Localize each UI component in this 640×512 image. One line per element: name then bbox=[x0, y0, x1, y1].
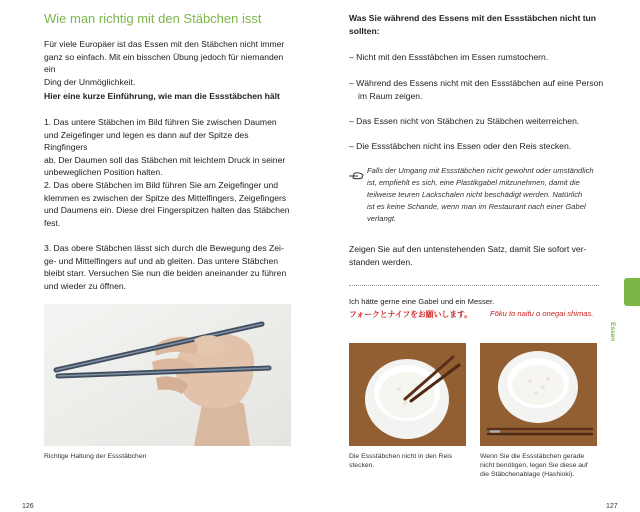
tip-line: teilweise teuren Lackschalen nicht beschädigt werden. Natürlich bbox=[367, 190, 583, 199]
step-line: 2. Das obere Stäbchen im Bild führen Sie am Zeigefinger und bbox=[44, 180, 279, 190]
intro-line: ganz so einfach. Mit ein bisschen Übung jedoch für niemanden ein bbox=[44, 51, 284, 75]
photo-caption: Richtige Haltung der Essstäbchen bbox=[44, 453, 147, 460]
rice-bowl-hashioki-photo bbox=[480, 343, 597, 446]
rule-item-continuation: im Raum zeigen. bbox=[358, 91, 423, 101]
heading-line: Was Sie während des Essens mit den Essstäbchen nicht tun bbox=[349, 13, 597, 23]
tip-line: Falls der Umgang mit Essstäbchen nicht gewohnt oder umständlich bbox=[367, 166, 594, 175]
phrase-japanese: フォークとナイフをお願いします。 bbox=[349, 310, 472, 319]
section-side-tab bbox=[624, 278, 640, 306]
intro-line: Ding der Unmöglichkeit. bbox=[44, 76, 136, 87]
chopstick-grip-photo bbox=[44, 304, 291, 446]
caption-line: Die Essstäbchen nicht in den Reis bbox=[349, 453, 453, 460]
step-line: und wieder zu öffnen. bbox=[44, 280, 127, 291]
rule-item: – Die Essstäbchen nicht ins Essen oder den Reis stecken. bbox=[349, 141, 572, 151]
show-sentence-paragraph bbox=[349, 243, 599, 268]
step-line: bleibt starr. Versuchen Sie nun die beiden aneinander zu führen bbox=[44, 268, 287, 279]
phrase-german: Ich hätte gerne eine Gabel und ein Messer. bbox=[349, 297, 495, 306]
hand-with-chopsticks-illustration bbox=[44, 304, 291, 446]
rule-item: – Während des Essens nicht mit den Essstäbchen auf eine Person bbox=[349, 78, 604, 88]
step-line: 1. Das untere Stäbchen im Bild führen Sie zwischen Daumen bbox=[44, 117, 277, 127]
step-2-paragraph bbox=[44, 179, 294, 229]
pointing-hand-icon bbox=[348, 168, 364, 178]
caption-line: die Stäbchenablage (Hashioki). bbox=[480, 471, 575, 479]
dont-list-heading bbox=[349, 12, 609, 37]
photo-caption-left bbox=[349, 452, 466, 470]
caption-line: stecken. bbox=[349, 462, 375, 470]
tip-line: ist es keine Schande, wenn man im Restaurant nach einer Gabel bbox=[367, 202, 586, 211]
step-line: ab. Der Daumen soll das Stäbchen mit leichtem Druck in seiner bbox=[44, 154, 286, 165]
caption-line: Wenn Sie die Essstäbchen gerade bbox=[480, 453, 585, 460]
tip-note bbox=[367, 165, 599, 225]
step-line: fest. bbox=[44, 217, 61, 228]
step-1-paragraph bbox=[44, 116, 294, 179]
sentence-intro-line: standen werden. bbox=[349, 256, 413, 267]
step-line: und Daumens ein. Diese drei Fingerspitzen halten das Stäbchen bbox=[44, 205, 290, 216]
step-line: 3. Das obere Stäbchen lässt sich durch die Bewegung des Zei- bbox=[44, 243, 284, 253]
step-line: und Zeigefinger und legen es dann auf der Spitze des Ringfingers bbox=[44, 129, 249, 153]
phrase-romaji: Fōku to naifu o onegai shimas. bbox=[490, 309, 594, 318]
tip-line: ist, empfiehlt es sich, eine Plastikgabel mitzunehmen, damit die bbox=[367, 178, 580, 187]
intro-paragraph bbox=[44, 38, 294, 88]
page-number-left: 126 bbox=[22, 503, 34, 510]
page-number-right: 127 bbox=[606, 503, 618, 510]
tip-line: verlangt. bbox=[367, 214, 397, 223]
section-side-label: Essen bbox=[609, 322, 616, 342]
rule-item: – Nicht mit den Essstäbchen im Essen rumstochern. bbox=[349, 52, 549, 62]
step-3-paragraph bbox=[44, 242, 294, 292]
step-line: unbeweglichen Position halten. bbox=[44, 167, 163, 178]
instructions-subheading: Hier eine kurze Einführung, wie man die Essstäbchen hält bbox=[44, 91, 280, 101]
step-line: klemmen es zwischen der Spitze des Mittelfingers, Zeigefingers bbox=[44, 192, 287, 203]
sentence-intro-line: Zeigen Sie auf den untenstehenden Satz, damit Sie sofort ver- bbox=[349, 244, 587, 254]
heading-line: sollten: bbox=[349, 25, 380, 36]
photo-caption-right bbox=[480, 452, 600, 480]
rule-item: – Das Essen nicht von Stäbchen zu Stäbchen weiterreichen. bbox=[349, 116, 580, 126]
rice-bowl-chopsticks-stuck-photo bbox=[349, 343, 466, 446]
caption-line: nicht benötigen, legen Sie diese auf bbox=[480, 462, 588, 470]
intro-line: Für viele Europäer ist das Essen mit den Stäbchen nicht immer bbox=[44, 39, 285, 49]
left-page-title: Wie man richtig mit den Stäbchen isst bbox=[44, 11, 262, 26]
step-line: ge- und Mittelfingers auf und ab gleiten. Das untere Stäbchen bbox=[44, 255, 279, 266]
dotted-divider bbox=[349, 285, 599, 286]
